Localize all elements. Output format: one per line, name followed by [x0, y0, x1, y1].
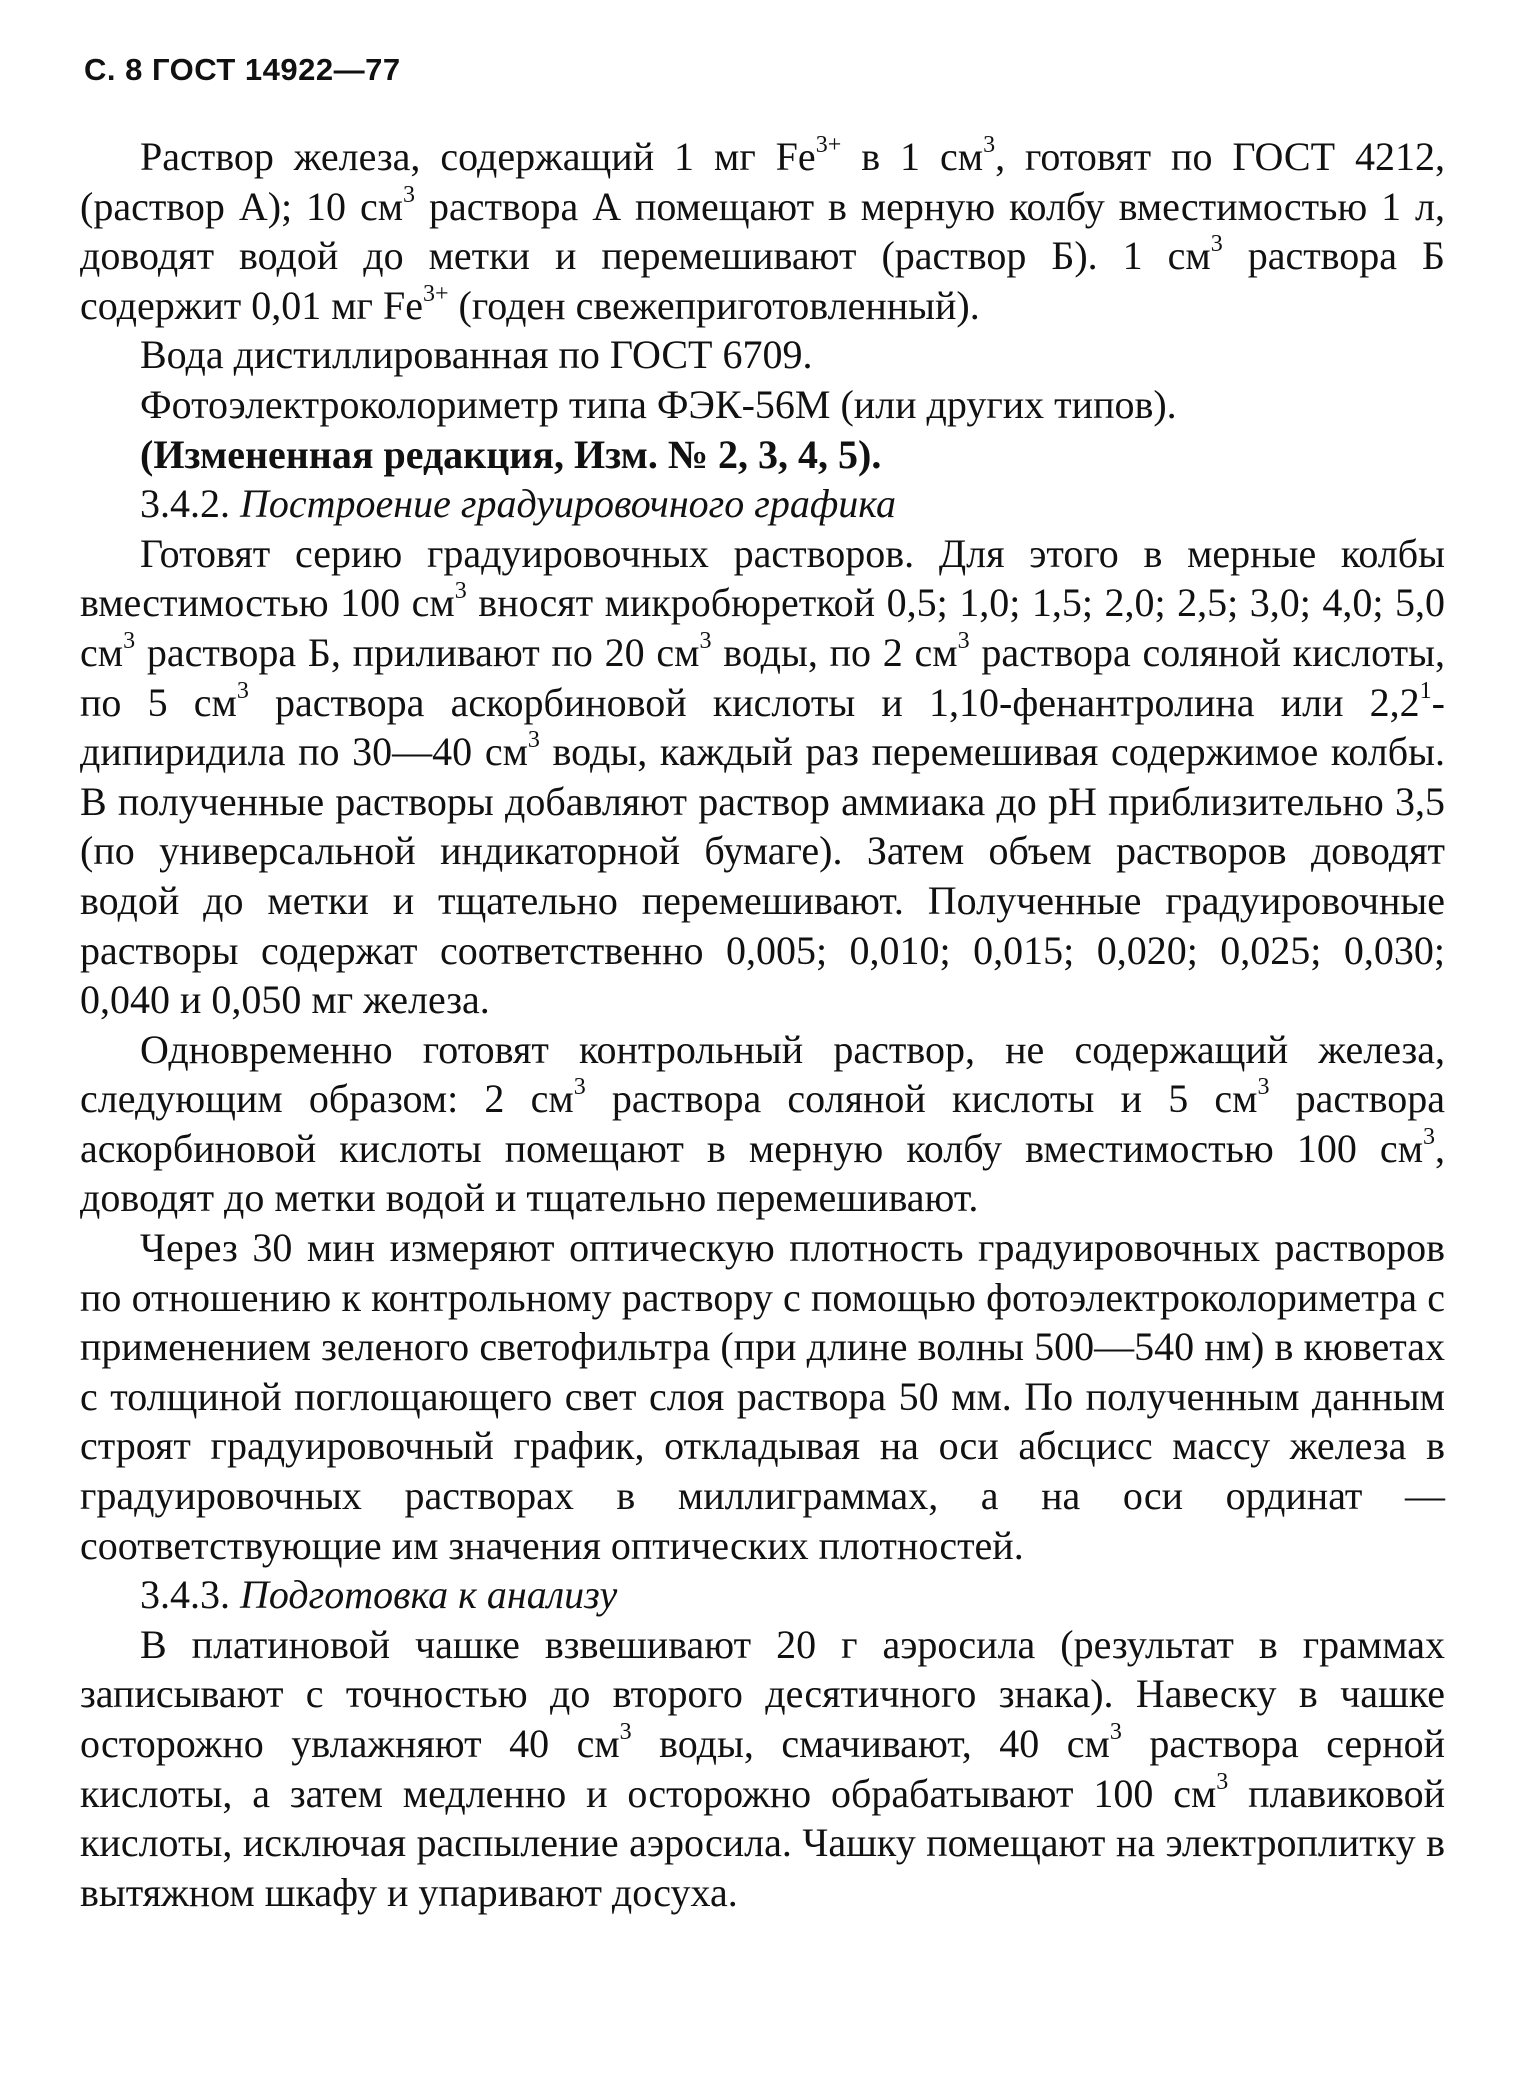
- text-run: Через 30 мин измеряют оптическую плотность градуировочных растворов по отношению к контрольному раствору с помощью фотоэлектроколориметра с применением зеленого светофильтра (при длине волны 500—540 нм) в кюветах с толщиной поглощающего свет слоя раствора 50 мм. По полученным данным строят градуировочный график, откладывая на оси абсцисс массу железа в градуировочных растворах в миллиграммах, а на оси ординат — соответствующие им значения оптических плотностей.: [80, 1225, 1445, 1568]
- superscript: 3: [619, 1719, 632, 1745]
- text-run: Готовят серию градуировочных растворов. Для этого в мерные колбы вместимостью 100 см: [80, 530, 1445, 626]
- superscript: 3: [983, 132, 996, 158]
- text-run: раствора соляной кислоты и 5 см: [585, 1076, 1258, 1122]
- paragraph: [80, 529, 1445, 1025]
- document-body: [80, 132, 1445, 1917]
- text-run: воды, смачивают, 40 см: [631, 1721, 1110, 1766]
- text-run: В платиновой чашке взвешивают 20 г аэросила (результат в граммах записывают с точностью до второго десятичного знака). Навеску в чашке осторожно увлажняют 40 см: [80, 1621, 1445, 1766]
- paragraph: [80, 132, 1445, 330]
- superscript: 3: [1423, 1123, 1435, 1150]
- paragraph: [80, 1223, 1445, 1570]
- text-run: Одновременно готовят контрольный раствор, не содержащий железа, следующим образом: 2 см: [80, 1026, 1445, 1122]
- text-run: раствора А помещают в мерную колбу вместимостью 1 л, доводят водой до метки и перемешивают (раствор Б). 1 см: [80, 183, 1445, 279]
- text-run: Раствор железа, содержащий 1 мг Fe: [140, 134, 816, 179]
- text-run: плавиковой кислоты, исключая распыление аэросила. Чашку помещают на электроплитку в вытяжном шкафу и упаривают досуха.: [80, 1770, 1446, 1915]
- text-run: раствора аскорбиновой кислоты помещают в мерную колбу вместимостью 100 см: [80, 1076, 1446, 1171]
- text-run: в 1 см: [841, 134, 984, 179]
- text-run: Вода дистиллированная по ГОСТ 6709.: [140, 332, 813, 378]
- page-header: С. 8 ГОСТ 14922—77: [84, 52, 401, 87]
- superscript: 3: [454, 578, 467, 605]
- superscript: 3+: [422, 280, 449, 307]
- text-run: раствора соляной кислоты, по 5 см: [80, 629, 1445, 725]
- text-run: , готовят по ГОСТ 4212, (раствор А); 10 см: [80, 134, 1445, 229]
- section-number: 3.4.3.: [140, 1572, 240, 1618]
- section-number: 3.4.2.: [140, 481, 240, 527]
- text-run: воды, по 2 см: [711, 629, 958, 675]
- section-title: Подготовка к анализу: [240, 1572, 618, 1618]
- text-run: , доводят до метки водой и тщательно перемешивают.: [80, 1125, 1445, 1221]
- paragraph: [80, 380, 1445, 430]
- text-run: (годен свежеприготовленный).: [448, 282, 980, 328]
- superscript: 3+: [815, 132, 842, 158]
- section-heading: [80, 479, 1445, 529]
- text-run: воды, каждый раз перемешивая содержимое колбы. В полученные растворы добавляют раствор аммиака до pH приблизительно 3,5 (по универсальной индикаторной бумаге). Затем объем растворов доводят водой до метки и тщательно перемешивают. Полученные градуировочные растворы содержат соответственно 0,005; 0,010; 0,015; 0,020; 0,025; 0,030; 0,040 и 0,050 мг железа.: [80, 729, 1445, 1023]
- superscript: 3: [957, 627, 970, 654]
- superscript: 3: [236, 677, 249, 704]
- text-run: раствора серной кислоты, а затем медленно и осторожно обрабатывают 100 см: [80, 1721, 1446, 1816]
- superscript: 3: [527, 727, 540, 754]
- text-run: -дипиридила по 30—40 см: [80, 679, 1445, 775]
- section-title: Построение градуировочного графика: [240, 481, 896, 527]
- document-page: [80, 52, 1445, 1917]
- paragraph: [80, 330, 1445, 380]
- paragraph: [80, 430, 1445, 480]
- text-run: (Измененная редакция, Изм. № 2, 3, 4, 5).: [140, 431, 882, 477]
- superscript: 3: [403, 181, 416, 208]
- superscript: 3: [699, 627, 712, 654]
- text-run: Фотоэлектроколориметр типа ФЭК-56М (или других типов).: [140, 381, 1177, 427]
- superscript: 3: [1216, 1768, 1229, 1795]
- superscript: 3: [573, 1074, 586, 1101]
- paragraph: [80, 1025, 1445, 1223]
- superscript: 1: [1419, 677, 1432, 704]
- text-run: вносят микробюреткой 0,5; 1,0; 1,5; 2,0; 2,5; 3,0; 4,0; 5,0 см: [80, 580, 1446, 675]
- superscript: 3: [1109, 1719, 1122, 1745]
- text-run: раствора Б, приливают по 20 см: [135, 629, 700, 675]
- text-run: раствора Б содержит 0,01 мг Fe: [80, 233, 1445, 328]
- superscript: 3: [1257, 1074, 1270, 1101]
- text-run: раствора аскорбиновой кислоты и 1,10-фенантролина или 2,2: [248, 679, 1420, 725]
- superscript: 3: [1210, 231, 1223, 258]
- paragraph: [80, 1620, 1445, 1918]
- superscript: 3: [123, 627, 136, 654]
- section-heading: [80, 1570, 1445, 1620]
